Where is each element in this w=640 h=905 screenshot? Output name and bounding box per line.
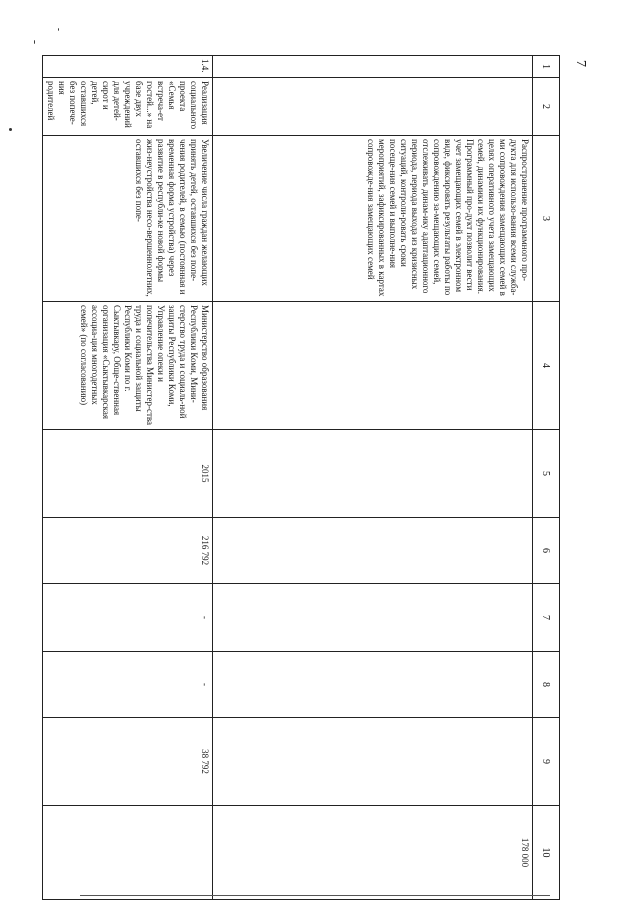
- row-a-col-9: [213, 718, 533, 806]
- header-row: [533, 56, 560, 900]
- row-b-col-10: [43, 806, 213, 900]
- row-a-col-5: [213, 430, 533, 518]
- header-cell-2: 2: [533, 78, 560, 136]
- row-b-number: 1.4.: [43, 56, 213, 78]
- row-b-col-8: -: [43, 652, 213, 718]
- row-a-description: Распространение программного про-дукта для использо-вания всеми служба-ми сопровождения замещающих семей в целях оперативного учета замещающих семей, динамики их функционирования. Программный про-дукт позволит вести учет замещающих семей в электронном виде, фиксировать результаты работы по сопровождению за-мещающих семей, отслеживать динам-ику адаптационного периода, периода выхода из кризисных ситуаций, контроли-ровать сроки посеще-ния семей и выполне-ния мероприятий, зафиксированных в картах сопровожде-ния замещающих семей: [213, 136, 533, 302]
- row-b-responsible: Министерство образования Республики Коми, Мини-стерство труда и социаль-ной защиты Республики Коми, Управление опеки и попечительства Министер-ства труда и социальной защиты Республики Коми по г. Сыктывкару, Обще-ственная организация «Сыктывкарская ассоциа-ция многодетных семей» (по согласованию): [43, 302, 213, 430]
- row-b-total: 216 792: [43, 518, 213, 584]
- row-a-col-8: [213, 652, 533, 718]
- header-cell-9: 9: [533, 718, 560, 806]
- row-b-col-7: -: [43, 584, 213, 652]
- header-cell-5: 5: [533, 430, 560, 518]
- header-cell-3: 3: [533, 136, 560, 302]
- row-a-col-1: [213, 56, 533, 78]
- header-cell-10: 10: [533, 806, 560, 900]
- rotated-table-container: [46, 55, 560, 899]
- header-cell-7: 7: [533, 584, 560, 652]
- row-a-col-7: [213, 584, 533, 652]
- header-cell-1: 1: [533, 56, 560, 78]
- scan-edge-rule: [80, 895, 550, 896]
- table-row: [213, 56, 533, 900]
- header-cell-8: 8: [533, 652, 560, 718]
- page-number: 7: [573, 60, 588, 67]
- row-b-title: Реализация социального проекта «Семья встреча-ет гостей...» на базе двух учреждений для детей-сирот и детей, оставшихся без попече-ния родителей: [43, 78, 213, 136]
- row-a-col-2: [213, 78, 533, 136]
- row-a-col-4: [213, 302, 533, 430]
- table-row: [43, 56, 213, 900]
- row-b-description: Увеличение числа граждан желающих принять детей, оставшихся без попе-чения родителей, в семью (постоянная и временная форма устройства) через развитие в республи-ке новой формы жиз-неустройства несо-вершеннолетних, оставшихся без попе-: [43, 136, 213, 302]
- header-cell-6: 6: [533, 518, 560, 584]
- row-a-col-6: [213, 518, 533, 584]
- row-a-amount: 178 000: [213, 806, 533, 900]
- row-b-col-9: 38 792: [43, 718, 213, 806]
- program-table: [42, 55, 560, 900]
- row-b-year: 2015: [43, 430, 213, 518]
- header-cell-4: 4: [533, 302, 560, 430]
